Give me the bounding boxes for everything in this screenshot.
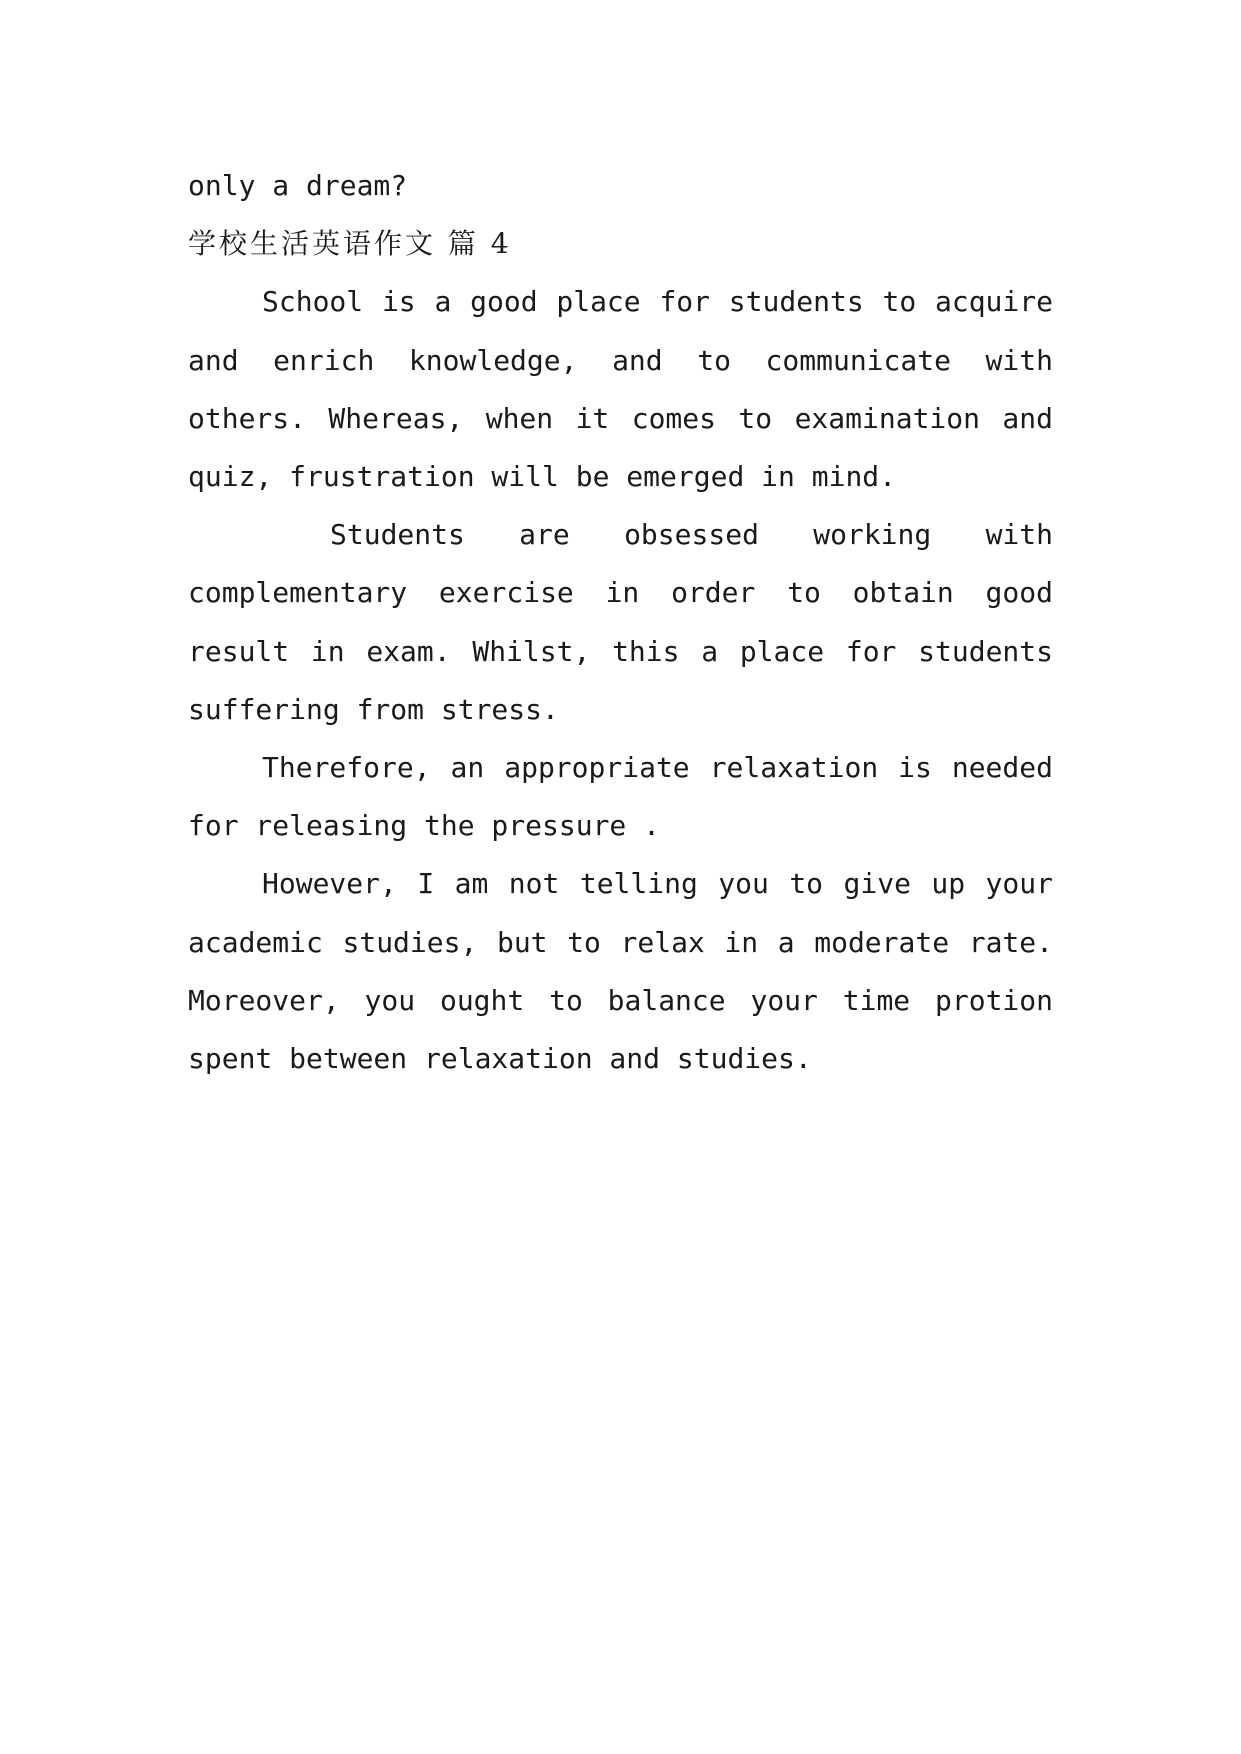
document-body xyxy=(188,157,1053,1088)
paragraph-3: Therefore, an appropriate relaxation is needed for releasing the pressure . xyxy=(188,751,1053,843)
paragraph-2: Students are obsessed working with complementary exercise in order to obtain good result in exam. Whilst, this a place for students suffering from stress. xyxy=(188,518,1053,726)
essay-heading: 学校生活英语作文 篇 4 xyxy=(188,227,512,261)
continuation-text: only a dream? xyxy=(188,169,408,202)
paragraph-1: School is a good place for students to acquire and enrich knowledge, and to communicate with others. Whereas, when it comes to examination and quiz, frustration will be emerged in mind. xyxy=(188,285,1053,494)
paragraph-4: However, I am not telling you to give up your academic studies, but to relax in a moderate rate. Moreover, you ought to balance your time protion spent between relaxation and studies. xyxy=(188,867,1053,1076)
